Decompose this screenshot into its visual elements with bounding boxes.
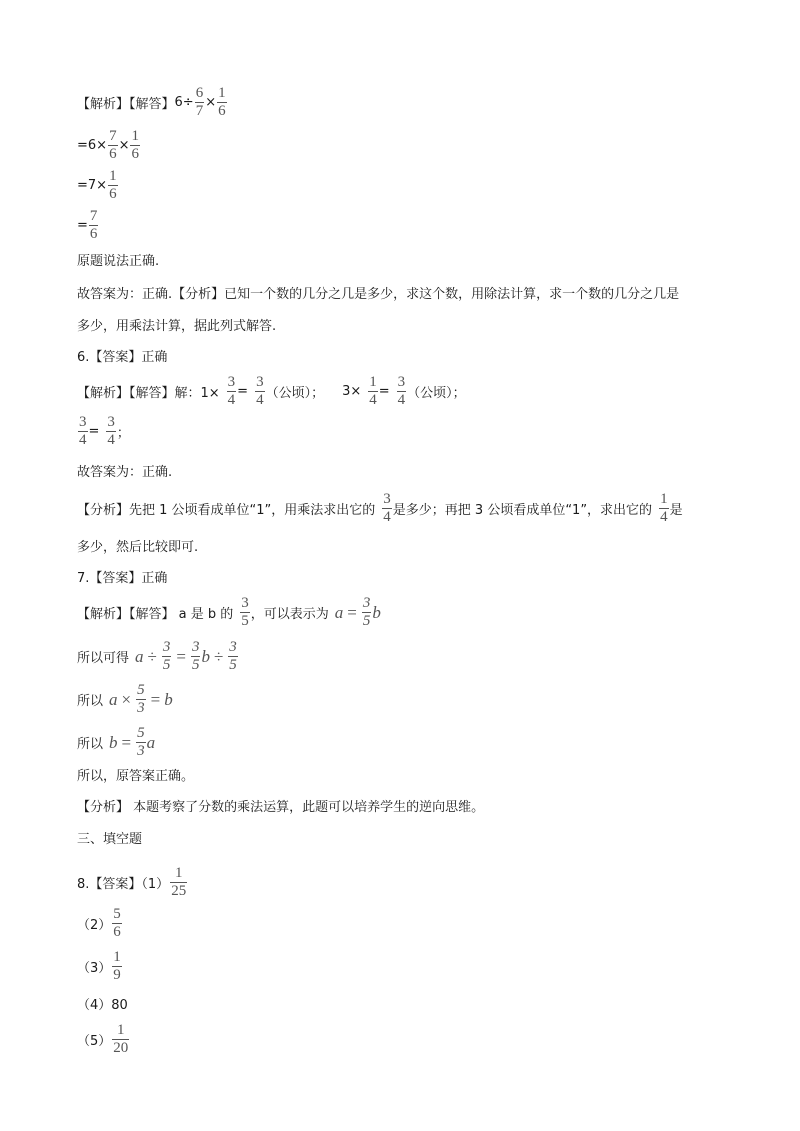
expr-text: =7× <box>77 178 108 193</box>
analysis-text: 是 <box>669 503 683 518</box>
equals-sign: = <box>378 384 390 399</box>
q5-calc-line-1 <box>77 86 228 119</box>
fraction: $\frac{3}{4}$ <box>227 374 236 408</box>
fraction: $\frac{3}{4}$ <box>256 374 264 408</box>
fraction: $\frac{3}{5}$ <box>191 639 200 673</box>
q8-answer-4: （4）80 <box>77 998 128 1013</box>
q6-answer: 故答案为：正确. <box>77 465 173 480</box>
fraction: $\frac{1}{6}$ <box>109 168 117 202</box>
equals-sign: = <box>237 384 249 399</box>
q7-heading: 7.【答案】正确 <box>77 571 168 586</box>
q5-analysis-1: 故答案为：正确.【分析】已知一个数的几分之几是多少，求这个数，用除法计算，求一个数的几分之几是 <box>77 287 680 302</box>
math-expression: b = $\frac{5}{3}$ a <box>109 725 156 759</box>
fraction: $\frac{1}{25}$ <box>171 865 187 899</box>
math-expression: a × $\frac{5}{3}$ = b <box>109 682 173 716</box>
q5-calc-line-4 <box>77 209 99 242</box>
expr-text: 【解析】【解答】解：1× <box>77 386 220 401</box>
q6-heading: 6.【答案】正确 <box>77 350 168 365</box>
fraction: $\frac{7}{6}$ <box>89 208 98 242</box>
fraction: $\frac{1}{4}$ <box>369 374 377 408</box>
analysis-text: 所以 <box>77 737 104 752</box>
q8-answer-1 <box>77 866 188 899</box>
q7-analysis: 【分析】 本题考察了分数的乘法运算，此题可以培养学生的逆向思维。 <box>77 800 485 815</box>
q6-calc-line-2 <box>77 415 130 448</box>
q7-line-2 <box>77 640 239 673</box>
answer-label: （5） <box>77 1034 112 1049</box>
q5-calc-line-2 <box>77 129 141 162</box>
q8-answer-5 <box>77 1023 130 1056</box>
q7-line-4 <box>77 726 155 759</box>
semicolon: ； <box>116 426 130 441</box>
answer-label: （3） <box>77 961 112 976</box>
fraction: $\frac{1}{4}$ <box>660 491 668 525</box>
expr-text: 6÷ <box>174 95 194 110</box>
unit-text: （公顷）； <box>265 386 325 401</box>
q7-line-3 <box>77 683 173 716</box>
q7-conclusion: 所以，原答案正确。 <box>77 769 195 784</box>
fraction: $\frac{1}{20}$ <box>113 1022 129 1056</box>
fraction: $\frac{1}{6}$ <box>131 128 139 162</box>
fraction: $\frac{3}{5}$ <box>241 595 249 629</box>
answer-label: （2） <box>77 918 112 933</box>
q6-analysis-2: 多少，然后比较即可. <box>77 540 199 555</box>
analysis-text: 【分析】先把 1 公顷看成单位“1”，用乘法求出它的 <box>77 503 376 518</box>
q5-calc-line-3 <box>77 169 119 202</box>
fraction: $\frac{1}{6}$ <box>218 85 226 119</box>
q5-analysis-2: 多少，用乘法计算，据此列式解答. <box>77 319 277 334</box>
unit-text: （公顷）； <box>407 386 466 401</box>
equals-sign: = <box>88 424 100 439</box>
expr-text: = <box>77 218 88 233</box>
fraction: $\frac{5}{3}$ <box>137 725 145 759</box>
times-sign: × <box>205 95 217 110</box>
fraction: $\frac{3}{5}$ <box>362 595 371 629</box>
q7-line-1 <box>77 596 381 629</box>
fraction: $\frac{3}{4}$ <box>107 414 115 448</box>
fraction: $\frac{7}{6}$ <box>109 128 117 162</box>
expr-text: =6× <box>77 138 108 153</box>
fraction: $\frac{5}{3}$ <box>137 682 145 716</box>
math-expression: a ÷ $\frac{3}{5}$ = $\frac{3}{5}$ b ÷ $\frac{3}{5}$ <box>135 639 237 673</box>
fraction: $\frac{3}{5}$ <box>229 639 237 673</box>
q6-calc-line-1 <box>77 375 466 408</box>
analysis-text: 所以可得 <box>77 651 130 666</box>
analysis-text: 【解析】【解答】 a 是 b 的 <box>77 607 234 622</box>
analysis-text: ，可以表示为 <box>250 607 329 622</box>
analysis-label: 【解析】【解答】 <box>77 97 175 112</box>
fraction: $\frac{3}{4}$ <box>383 491 391 525</box>
q8-answer-2 <box>77 907 123 940</box>
q5-conclusion: 原题说法正确. <box>77 254 160 269</box>
fraction: $\frac{6}{7}$ <box>195 85 204 119</box>
q8-answer-3 <box>77 950 123 983</box>
fraction: $\frac{3}{5}$ <box>162 639 171 673</box>
fraction: $\frac{1}{9}$ <box>113 949 121 983</box>
fraction: $\frac{3}{4}$ <box>79 414 87 448</box>
expr-text: 3× <box>342 384 362 399</box>
section-heading: 三、填空题 <box>77 832 143 847</box>
fraction: $\frac{5}{6}$ <box>113 906 121 940</box>
math-expression: a = $\frac{3}{5}$ b <box>334 595 381 629</box>
answer-label: 8.【答案】（1） <box>77 877 170 892</box>
times-sign: × <box>118 138 130 153</box>
fraction: $\frac{3}{4}$ <box>397 374 406 408</box>
q6-analysis-1 <box>77 492 683 525</box>
analysis-text: 所以 <box>77 694 104 709</box>
analysis-text: 是多少；再把 3 公顷看成单位“1”，求出它的 <box>392 503 653 518</box>
